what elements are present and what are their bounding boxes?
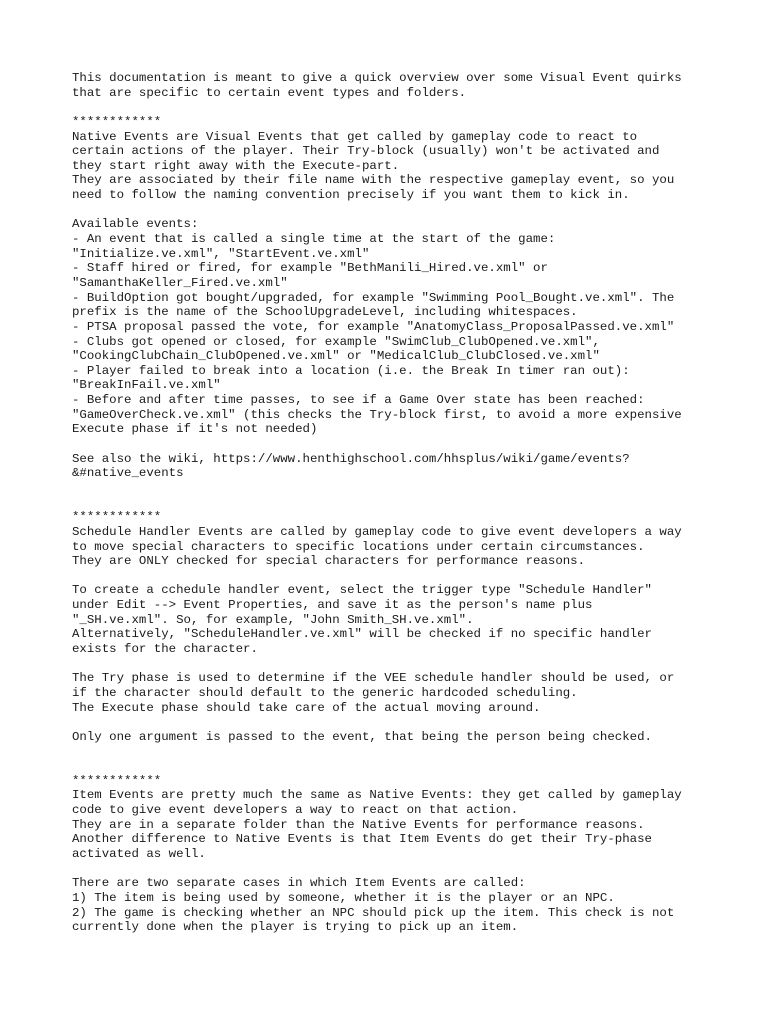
document-line [72, 481, 752, 496]
document-line: - Staff hired or fired, for example "BethManili_Hired.ve.xml" or [72, 261, 548, 276]
document-line: Alternatively, "ScheduleHandler.ve.xml" will be checked if no specific handler [72, 627, 652, 642]
document-line: "_SH.ve.xml". So, for example, "John Smith_SH.ve.xml". [72, 612, 474, 627]
document-line: They are associated by their file name with the respective gameplay event, so you [72, 173, 675, 188]
document-line [72, 203, 752, 218]
document-line: "SamanthaKeller_Fired.ve.xml" [72, 275, 288, 290]
document-page [72, 71, 752, 935]
document-line [72, 759, 752, 774]
document-line: prefix is the name of the SchoolUpgradeLevel, including whitespaces. [72, 305, 578, 320]
document-line: Native Events are Visual Events that get called by gameplay code to react to [72, 129, 638, 144]
document-line: There are two separate cases in which Item Events are called: [72, 876, 526, 891]
document-line: code to give event developers a way to react on that action. [72, 803, 519, 818]
document-line: Item Events are pretty much the same as Native Events: they get called by gameplay [72, 788, 682, 803]
document-line: activated as well. [72, 846, 206, 861]
document-line: - Clubs got opened or closed, for example "SwimClub_ClubOpened.ve.xml", [72, 334, 600, 349]
document-line: - Player failed to break into a location (i.e. the Break In timer ran out): [72, 363, 630, 378]
document-line: "BreakInFail.ve.xml" [72, 378, 221, 393]
document-line [72, 496, 752, 511]
document-line: ************ [72, 773, 162, 788]
document-line: need to follow the naming convention precisely if you want them to kick in. [72, 188, 630, 203]
document-line: See also the wiki, https://www.henthighschool.com/hhsplus/wiki/game/events? [72, 451, 630, 466]
document-line: - An event that is called a single time at the start of the game: [72, 232, 556, 247]
document-line [72, 569, 752, 584]
document-line: certain actions of the player. Their Try-block (usually) won't be activated and [72, 144, 660, 159]
document-line: ************ [72, 114, 162, 129]
document-line: Another difference to Native Events is that Item Events do get their Try-phase [72, 832, 652, 847]
document-line: This documentation is meant to give a quick overview over some Visual Event quirks [72, 71, 682, 85]
document-line: Available events: [72, 217, 199, 232]
document-line [72, 437, 752, 452]
document-line: currently done when the player is trying to pick up an item. [72, 920, 519, 935]
document-line: Schedule Handler Events are called by gameplay code to give event developers a way [72, 524, 682, 539]
document-line: exists for the character. [72, 641, 258, 656]
document-line: 1) The item is being used by someone, whether it is the player or an NPC. [72, 890, 615, 905]
document-line [72, 744, 752, 759]
document-line [72, 100, 752, 115]
document-line [72, 715, 752, 730]
document-line: They are ONLY checked for special characters for performance reasons. [72, 554, 586, 569]
document-line: &#native_events [72, 466, 184, 481]
document-line: "CookingClubChain_ClubOpened.ve.xml" or "MedicalClub_ClubClosed.ve.xml" [72, 349, 600, 364]
document-line: The Try phase is used to determine if the VEE schedule handler should be used, or [72, 671, 675, 686]
document-line: under Edit --> Event Properties, and save it as the person's name plus [72, 598, 593, 613]
document-line [72, 862, 752, 877]
document-line: ************ [72, 510, 162, 525]
document-line: Only one argument is passed to the event, that being the person being checked. [72, 729, 652, 744]
document-line: - PTSA proposal passed the vote, for example "AnatomyClass_ProposalPassed.ve.xml" [72, 319, 675, 334]
document-line: The Execute phase should take care of the actual moving around. [72, 700, 541, 715]
document-line [72, 657, 752, 672]
document-line: they start right away with the Execute-part. [72, 158, 400, 173]
document-line: Execute phase if it's not needed) [72, 422, 318, 437]
document-line: that are specific to certain event types and folders. [72, 85, 467, 100]
document-line: They are in a separate folder than the Native Events for performance reasons. [72, 817, 645, 832]
document-line: To create a cchedule handler event, select the trigger type "Schedule Handler" [72, 583, 652, 598]
document-line: 2) The game is checking whether an NPC should pick up the item. This check is not [72, 905, 675, 920]
document-body [72, 71, 752, 935]
document-line: if the character should default to the generic hardcoded scheduling. [72, 685, 578, 700]
document-line: to move special characters to specific locations under certain circumstances. [72, 539, 645, 554]
document-line: - BuildOption got bought/upgraded, for example "Swimming Pool_Bought.ve.xml". The [72, 290, 675, 305]
document-line: - Before and after time passes, to see if a Game Over state has been reached: [72, 393, 645, 408]
document-line: "Initialize.ve.xml", "StartEvent.ve.xml" [72, 246, 370, 261]
document-line: "GameOverCheck.ve.xml" (this checks the Try-block first, to avoid a more expensive [72, 407, 682, 422]
